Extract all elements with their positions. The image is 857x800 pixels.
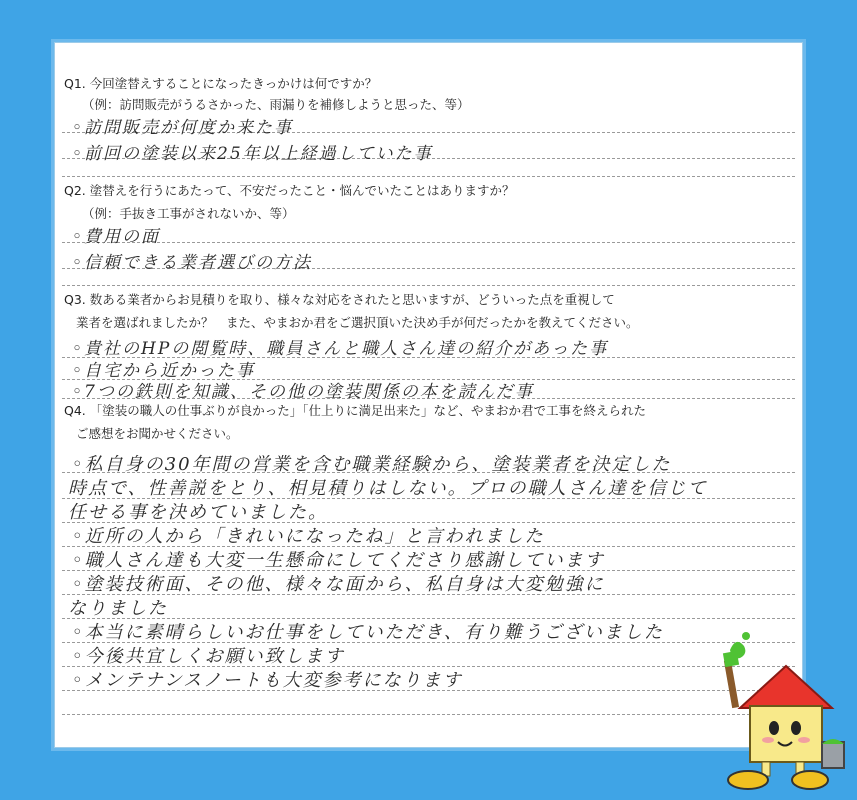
q1-answer-1: ◦訪問販売が何度か来た事 (72, 118, 294, 138)
q4-answer-4: ◦近所の人から「きれいになったね」と言われました (72, 526, 545, 547)
q1-title: Q1. 今回塗替えすることになったきっかけは何ですか？ (64, 76, 378, 91)
q4-answer-1: ◦私自身の30年間の営業を含む職業経験から、塗装業者を決定した (72, 454, 672, 475)
rule-line (62, 242, 795, 243)
q2-answer-1: ◦費用の面 (72, 227, 161, 247)
q1-answer-2: ◦前回の塗装以来25年以上経過していた事 (72, 144, 433, 164)
q4-answer-9: ◦今後共宜しくお願い致します (72, 646, 345, 667)
q1-example: （例：訪問販売がうるさかった、雨漏りを補修しようと思った、等） (82, 97, 470, 112)
q3-title-line2: 業者を選ばれましたか？ また、やまおか君をご選択頂いた決め手が何だったかを教えてください。 (76, 315, 639, 330)
q4-title-line1: Q4. 「塗装の職人の仕事ぶりが良かった」「仕上りに満足出来た」など、やまおか君で工事を終えられた (64, 403, 646, 418)
q4-answer-3: 任せる事を決めていました。 (68, 502, 328, 523)
q4-answer-6: ◦塗装技術面、その他、様々な面から、私自身は大変勉強に (72, 574, 605, 595)
rule-line (62, 176, 795, 177)
q3-answer-3: ◦7つの鉄則を知識、その他の塗装関係の本を読んだ事 (72, 382, 534, 402)
q2-answer-2: ◦信頼できる業者選びの方法 (72, 253, 313, 273)
questionnaire-sheet (54, 42, 803, 748)
q4-answer-2: 時点で、性善説をとり、相見積りはしない。プロの職人さん達を信じて (68, 478, 708, 499)
house-mascot-icon (700, 630, 850, 795)
q4-answer-8: ◦本当に素晴らしいお仕事をしていただき、有り難うございました (72, 622, 664, 643)
q4-answer-5: ◦職人さん達も大変一生懸命にしてくださり感謝しています (72, 550, 605, 571)
q4-title-line2: ご感想をお聞かせください。 (76, 426, 239, 441)
rule-line (62, 285, 795, 286)
q3-answer-2: ◦自宅から近かった事 (72, 361, 256, 381)
rule-line (62, 714, 795, 715)
q4-answer-7: なりました (68, 598, 168, 619)
q3-answer-1: ◦貴社のHPの閲覧時、職員さんと職人さん達の紹介があった事 (72, 339, 609, 359)
q2-example: （例：手抜き工事がされないか、等） (82, 206, 295, 221)
q3-title-line1: Q3. 数ある業者からお見積りを取り、様々な対応をされたと思いますが、どういった点を重視して (64, 292, 615, 307)
q4-answer-10: ◦メンテナンスノートも大変参考になります (72, 670, 463, 691)
q2-title: Q2. 塗替えを行うにあたって、不安だったこと・悩んでいたことはありますか？ (64, 183, 515, 198)
